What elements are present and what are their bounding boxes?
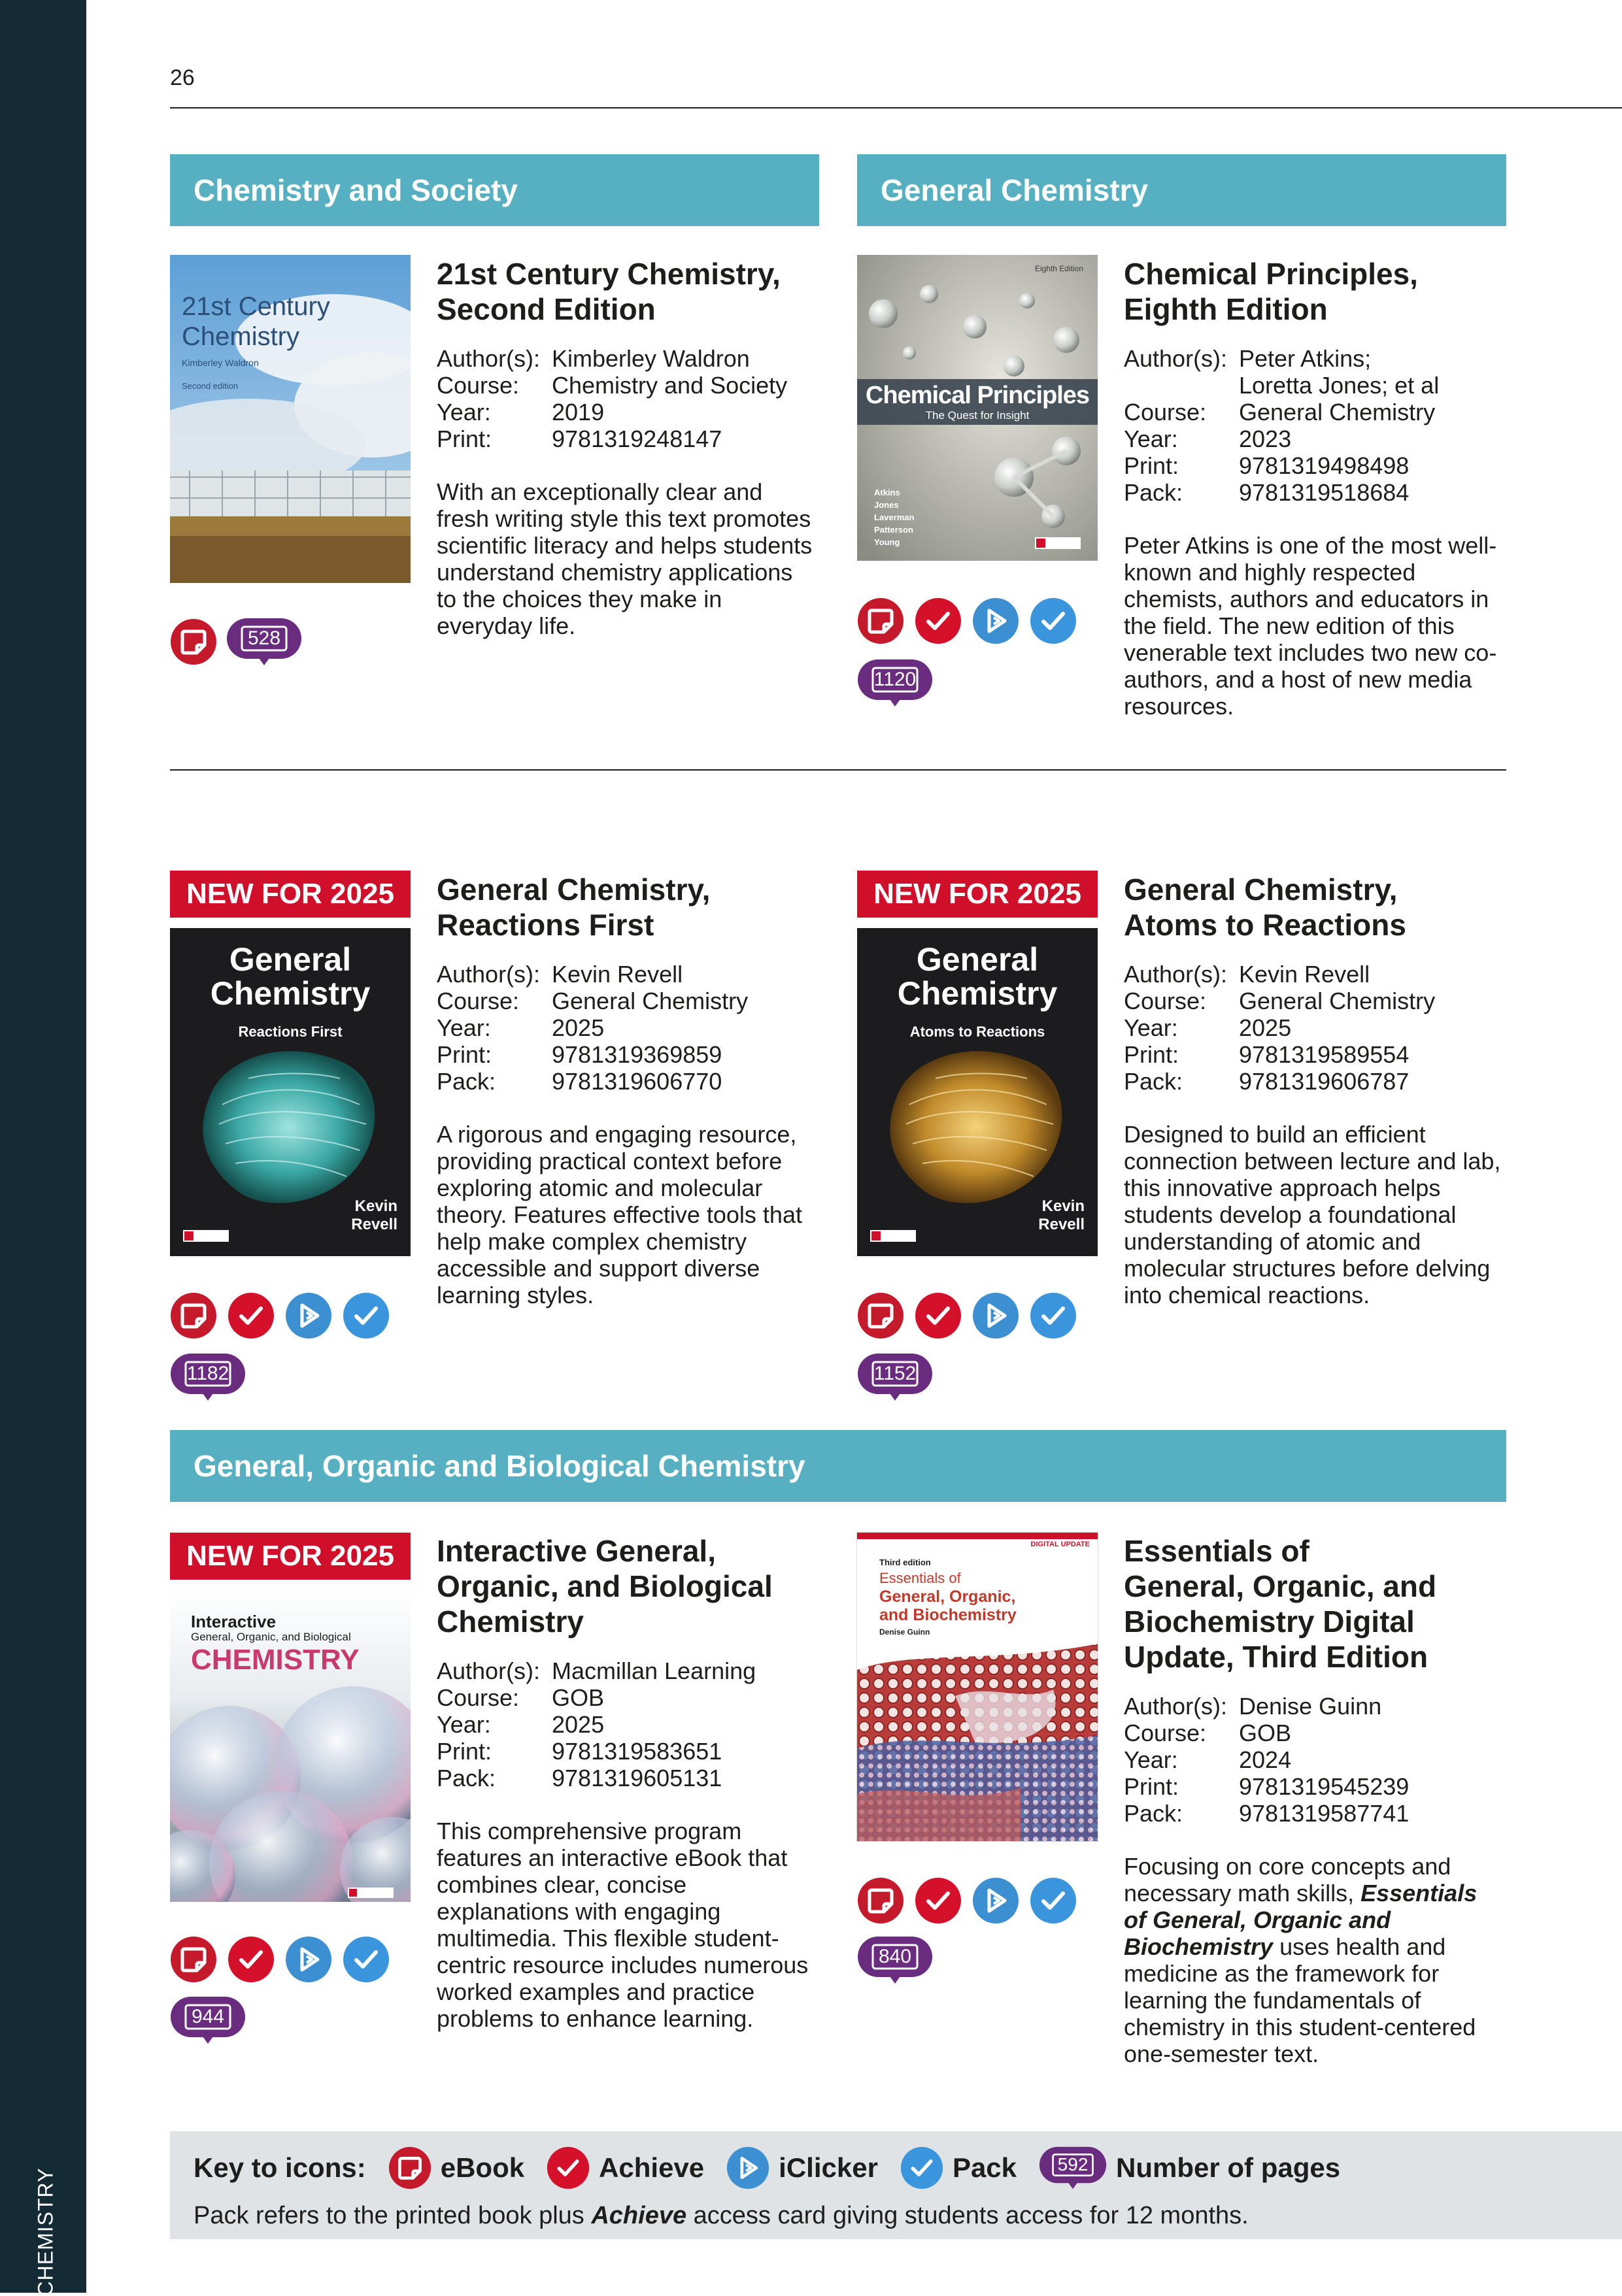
cover-author: Kimberley Waldron bbox=[182, 358, 259, 368]
cover-edition: Third edition bbox=[879, 1557, 931, 1567]
iclicker-icon bbox=[972, 1877, 1019, 1924]
book-title-line: Update, Third Edition bbox=[1124, 1640, 1428, 1674]
page-count: 1120 bbox=[873, 669, 917, 690]
cover-subtitle: Reactions First bbox=[238, 1023, 343, 1040]
achieve-icon bbox=[228, 1936, 275, 1983]
achieve-icon bbox=[915, 597, 962, 644]
pack-note bbox=[194, 2202, 1249, 2230]
book-title-line: General Chemistry, bbox=[1124, 873, 1398, 907]
book-details-interactive-gob bbox=[437, 1533, 816, 2032]
meta-label: Pack: bbox=[1124, 1800, 1183, 1827]
meta-label: Author(s): bbox=[1124, 961, 1228, 988]
meta-label: Course: bbox=[1124, 399, 1207, 425]
cover-title-line1: General bbox=[229, 941, 352, 978]
author-value: Loretta Jones; et al bbox=[1239, 372, 1440, 399]
book-title[interactable] bbox=[1124, 256, 1503, 327]
book-description: A rigorous and engaging resource, providing practical context before exploring atomic and molecular theory. Features effective tools that help make complex chemistry accessible and support diverse learning styles. bbox=[437, 1121, 802, 1308]
book-details-21st-century-chemistry bbox=[437, 256, 816, 639]
book-title-line: Chemical Principles, bbox=[1124, 257, 1418, 291]
meta-label: Year: bbox=[437, 1014, 491, 1041]
meta-label: Author(s): bbox=[437, 345, 541, 372]
pack-icon bbox=[343, 1292, 390, 1339]
cover-title-line1: General bbox=[916, 941, 1039, 978]
year-value: 2024 bbox=[1239, 1746, 1292, 1773]
iclicker-icon bbox=[972, 597, 1019, 644]
cover-title-line2: Chemistry bbox=[897, 975, 1058, 1012]
print-isbn: 9781319545239 bbox=[1239, 1773, 1410, 1800]
new-for-2025-badge: NEW FOR 2025 bbox=[857, 871, 1098, 918]
author-value: Denise Guinn bbox=[1239, 1693, 1382, 1720]
page-count: 1152 bbox=[873, 1363, 917, 1384]
meta-label: Author(s): bbox=[437, 961, 541, 988]
course-value: GOB bbox=[552, 1684, 605, 1711]
description-emphasis: Essentials of General, Organic and Biochemistry bbox=[1124, 1880, 1478, 1960]
cover-title-line1: Interactive bbox=[191, 1612, 277, 1631]
book-cover-reactions-first[interactable] bbox=[170, 928, 411, 1256]
page-count: 944 bbox=[191, 2006, 225, 2027]
meta-label: Print: bbox=[437, 1041, 492, 1068]
format-icons bbox=[170, 1936, 390, 1983]
meta-label: Course: bbox=[437, 1684, 520, 1711]
book-title-line: Reactions First bbox=[437, 908, 654, 942]
new-for-2025-badge: NEW FOR 2025 bbox=[170, 871, 411, 918]
book-details-chemical-principles bbox=[1124, 256, 1503, 720]
year-value: 2019 bbox=[552, 399, 605, 425]
iclicker-key-label: iClicker bbox=[779, 2152, 878, 2183]
side-label: CHEMISTRY bbox=[33, 2167, 58, 2296]
iclicker-icon bbox=[726, 2146, 769, 2189]
cover-author: Revell bbox=[351, 1216, 397, 1233]
book-title-line: Organic, and Biological bbox=[437, 1569, 773, 1603]
description-text: uses health and medicine as the framework for learning the fundamentals of chemistry in this student-centered one-semester text. bbox=[1124, 1933, 1476, 2067]
pack-isbn: 9781319606787 bbox=[1239, 1068, 1410, 1095]
cover-author: Revell bbox=[1038, 1216, 1085, 1233]
pages-key-label: Number of pages bbox=[1116, 2152, 1341, 2183]
page-count-badge bbox=[170, 1353, 246, 1401]
pack-icon bbox=[1030, 597, 1077, 644]
pack-icon bbox=[343, 1936, 390, 1983]
cover-title-line1: 21st Century bbox=[182, 292, 330, 321]
meta-label: Print: bbox=[437, 1738, 492, 1765]
pack-key-label: Pack bbox=[952, 2152, 1017, 2183]
book-title-line: Interactive General, bbox=[437, 1534, 716, 1568]
meta-label: Year: bbox=[1124, 1746, 1178, 1773]
pack-isbn: 9781319606770 bbox=[552, 1068, 722, 1095]
ebook-icon bbox=[170, 618, 217, 665]
achieve-key-label: Achieve bbox=[599, 2152, 705, 2183]
meta-label: Author(s): bbox=[1124, 345, 1228, 372]
cover-subtitle: Atoms to Reactions bbox=[909, 1023, 1045, 1040]
print-isbn: 9781319369859 bbox=[552, 1041, 722, 1068]
icon-key-panel bbox=[170, 2131, 1622, 2239]
cover-title-line2: General, Organic, and Biological bbox=[191, 1631, 351, 1643]
achieve-icon bbox=[915, 1292, 962, 1339]
meta-label: Year: bbox=[1124, 1014, 1178, 1041]
cover-author: Denise Guinn bbox=[879, 1627, 930, 1637]
meta-label: Course: bbox=[1124, 988, 1207, 1014]
book-details-atoms-to-reactions bbox=[1124, 872, 1503, 1308]
print-isbn: 9781319248147 bbox=[552, 425, 722, 452]
book-meta bbox=[1124, 961, 1503, 1095]
meta-label: Author(s): bbox=[1124, 1693, 1228, 1720]
page-count-sample: 592 bbox=[1057, 2154, 1089, 2174]
achieve-icon bbox=[915, 1877, 962, 1924]
top-rule bbox=[170, 107, 1622, 108]
section-header-chemistry-society: Chemistry and Society bbox=[170, 154, 819, 226]
year-value: 2025 bbox=[1239, 1014, 1292, 1041]
meta-label: Print: bbox=[1124, 1041, 1179, 1068]
cover-author: Laverman bbox=[874, 512, 915, 522]
cover-edition: Eighth Edition bbox=[1034, 264, 1083, 273]
course-value: General Chemistry bbox=[1239, 399, 1436, 425]
icon-key-label: Key to icons: bbox=[194, 2152, 366, 2183]
cover-tag: DIGITAL UPDATE bbox=[1030, 1540, 1090, 1548]
meta-label: Year: bbox=[1124, 425, 1178, 452]
meta-label: Author(s): bbox=[437, 1657, 541, 1684]
course-value: General Chemistry bbox=[1239, 988, 1436, 1014]
meta-label: Pack: bbox=[437, 1068, 496, 1095]
cover-title-line2: Chemistry bbox=[210, 975, 371, 1012]
book-meta bbox=[437, 961, 816, 1095]
description-text: Focusing on core concepts and necessary math skills, bbox=[1124, 1853, 1451, 1906]
book-description bbox=[1124, 1853, 1503, 2067]
book-title-line: 21st Century Chemistry, bbox=[437, 257, 781, 291]
cover-subtitle: The Quest for Insight bbox=[925, 409, 1030, 422]
cover-author: Patterson bbox=[874, 525, 913, 535]
book-meta bbox=[437, 1657, 816, 1791]
book-meta bbox=[437, 345, 816, 452]
book-cover-essentials-gob[interactable] bbox=[857, 1533, 1098, 1841]
book-meta bbox=[1124, 1693, 1503, 1827]
meta-label: Print: bbox=[437, 425, 492, 452]
cover-author: Jones bbox=[874, 500, 899, 510]
cover-title-line1: Essentials of bbox=[879, 1570, 961, 1586]
book-title[interactable] bbox=[437, 872, 816, 942]
page-count-badge bbox=[226, 618, 302, 666]
year-value: 2023 bbox=[1239, 425, 1292, 452]
book-title[interactable] bbox=[437, 256, 816, 327]
cover-title-line3: CHEMISTRY bbox=[191, 1644, 360, 1676]
cover-title-line3: and Biochemistry bbox=[879, 1606, 1017, 1624]
author-value: Kimberley Waldron bbox=[552, 345, 750, 372]
ebook-icon bbox=[170, 1936, 217, 1983]
format-icons bbox=[857, 597, 1077, 644]
book-cover-atoms-to-reactions[interactable] bbox=[857, 928, 1098, 1256]
page-count-badge bbox=[857, 659, 933, 707]
book-description: Designed to build an efficient connection between lecture and lab, this innovative approach helps students develop a foundational understanding of atomic and molecular structures before delving into chemical reactions. bbox=[1124, 1121, 1501, 1308]
print-isbn: 9781319583651 bbox=[552, 1738, 722, 1765]
cover-author: Young bbox=[874, 537, 900, 547]
format-icons bbox=[170, 1292, 390, 1339]
book-title-line: Atoms to Reactions bbox=[1124, 908, 1406, 942]
achieve-icon bbox=[547, 2146, 590, 2189]
note-emphasis: Achieve bbox=[591, 2202, 687, 2229]
book-title-line: General Chemistry, bbox=[437, 873, 711, 907]
cover-author: Atkins bbox=[874, 488, 900, 497]
cover-author: Kevin bbox=[354, 1197, 397, 1215]
book-title-line: Chemistry bbox=[437, 1605, 584, 1639]
section-divider bbox=[170, 769, 1506, 771]
page-count: 1182 bbox=[186, 1363, 229, 1384]
pack-isbn: 9781319518684 bbox=[1239, 479, 1410, 506]
book-description: With an exceptionally clear and fresh writing style this text promotes scientific literacy and helps students understand chemistry applications to the choices they make in everyday life. bbox=[437, 478, 813, 639]
book-title[interactable] bbox=[1124, 1533, 1503, 1674]
cover-title-line2: General, Organic, bbox=[879, 1588, 1016, 1606]
achieve-icon bbox=[228, 1292, 275, 1339]
pack-isbn: 9781319587741 bbox=[1239, 1800, 1410, 1827]
ebook-icon bbox=[857, 597, 904, 644]
ebook-icon bbox=[857, 1877, 904, 1924]
pack-icon bbox=[900, 2146, 943, 2189]
print-isbn: 9781319589554 bbox=[1239, 1041, 1410, 1068]
book-title-line: Biochemistry Digital bbox=[1124, 1605, 1415, 1639]
course-value: Chemistry and Society bbox=[552, 372, 788, 399]
format-icons bbox=[857, 1877, 1077, 1924]
cover-title-line2: Chemistry bbox=[182, 322, 300, 351]
section-header-gob: General, Organic and Biological Chemistry bbox=[170, 1430, 1506, 1502]
book-cover-chemical-principles[interactable] bbox=[857, 255, 1098, 561]
icon-key-row bbox=[194, 2146, 1340, 2190]
book-details-reactions-first bbox=[437, 872, 816, 1308]
page-count-badge bbox=[170, 1996, 246, 2044]
meta-label: Year: bbox=[437, 1711, 491, 1738]
meta-label: Pack: bbox=[437, 1765, 496, 1791]
book-details-essentials-gob bbox=[1124, 1533, 1503, 2067]
format-icons bbox=[857, 1292, 1077, 1339]
section-header-general-chemistry: General Chemistry bbox=[857, 154, 1506, 226]
print-isbn: 9781319498498 bbox=[1239, 452, 1410, 479]
meta-label: Course: bbox=[437, 372, 520, 399]
pack-icon bbox=[1030, 1292, 1077, 1339]
cover-title: Chemical Principles bbox=[865, 382, 1090, 409]
iclicker-icon bbox=[972, 1292, 1019, 1339]
meta-label: Year: bbox=[437, 399, 491, 425]
ebook-icon bbox=[388, 2146, 431, 2189]
page-count-badge bbox=[857, 1353, 933, 1401]
new-for-2025-badge: NEW FOR 2025 bbox=[170, 1533, 411, 1580]
meta-label: Print: bbox=[1124, 1773, 1179, 1800]
iclicker-icon bbox=[285, 1936, 332, 1983]
book-cover-21st-century-chemistry[interactable] bbox=[170, 255, 411, 583]
book-title[interactable] bbox=[437, 1533, 816, 1639]
ebook-icon bbox=[857, 1292, 904, 1339]
book-description: Peter Atkins is one of the most well-known and highly respected chemists, authors and educators in the field. The new edition of this venerable text includes two new co-authors, and a host of new media resources. bbox=[1124, 532, 1497, 720]
course-value: General Chemistry bbox=[552, 988, 749, 1014]
meta-label: Course: bbox=[437, 988, 520, 1014]
book-meta bbox=[1124, 345, 1503, 506]
page-count: 528 bbox=[247, 627, 281, 649]
book-title-line: Eighth Edition bbox=[1124, 292, 1328, 326]
book-title-line: Essentials of bbox=[1124, 1534, 1309, 1568]
author-value: Macmillan Learning bbox=[552, 1657, 756, 1684]
pack-icon bbox=[1030, 1877, 1077, 1924]
note-text: Pack refers to the printed book plus bbox=[194, 2202, 592, 2229]
course-value: GOB bbox=[1239, 1720, 1292, 1746]
author-value: Kevin Revell bbox=[552, 961, 683, 988]
cover-author: Kevin bbox=[1041, 1197, 1085, 1215]
format-icons bbox=[170, 618, 217, 665]
page-count-badge bbox=[1039, 2146, 1107, 2190]
ebook-icon bbox=[170, 1292, 217, 1339]
year-value: 2025 bbox=[552, 1711, 605, 1738]
book-cover-interactive-gob[interactable] bbox=[170, 1588, 411, 1902]
author-value: Peter Atkins; bbox=[1239, 345, 1372, 372]
page-number: 26 bbox=[170, 65, 195, 90]
meta-label: Print: bbox=[1124, 452, 1179, 479]
book-title[interactable] bbox=[1124, 872, 1503, 942]
iclicker-icon bbox=[285, 1292, 332, 1339]
year-value: 2025 bbox=[552, 1014, 605, 1041]
ebook-key-label: eBook bbox=[440, 2152, 525, 2183]
author-value: Kevin Revell bbox=[1239, 961, 1370, 988]
page-count: 840 bbox=[878, 1946, 912, 1967]
pack-isbn: 9781319605131 bbox=[552, 1765, 722, 1791]
meta-label: Course: bbox=[1124, 1720, 1207, 1746]
meta-label: Pack: bbox=[1124, 479, 1183, 506]
book-title-line: Second Edition bbox=[437, 292, 656, 326]
cover-edition: Second edition bbox=[182, 381, 239, 391]
side-strip bbox=[0, 0, 86, 2293]
book-title-line: General, Organic, and bbox=[1124, 1569, 1437, 1603]
page-count-badge bbox=[857, 1936, 933, 1984]
book-description: This comprehensive program features an interactive eBook that combines clear, concise explanations with engaging multimedia. This flexible student-centric resource includes numerous worked examples and practice problems to enhance learning. bbox=[437, 1818, 809, 2032]
meta-label: Pack: bbox=[1124, 1068, 1183, 1095]
cover-authors bbox=[874, 486, 914, 548]
note-text: access card giving students access for 12 months. bbox=[686, 2202, 1249, 2229]
